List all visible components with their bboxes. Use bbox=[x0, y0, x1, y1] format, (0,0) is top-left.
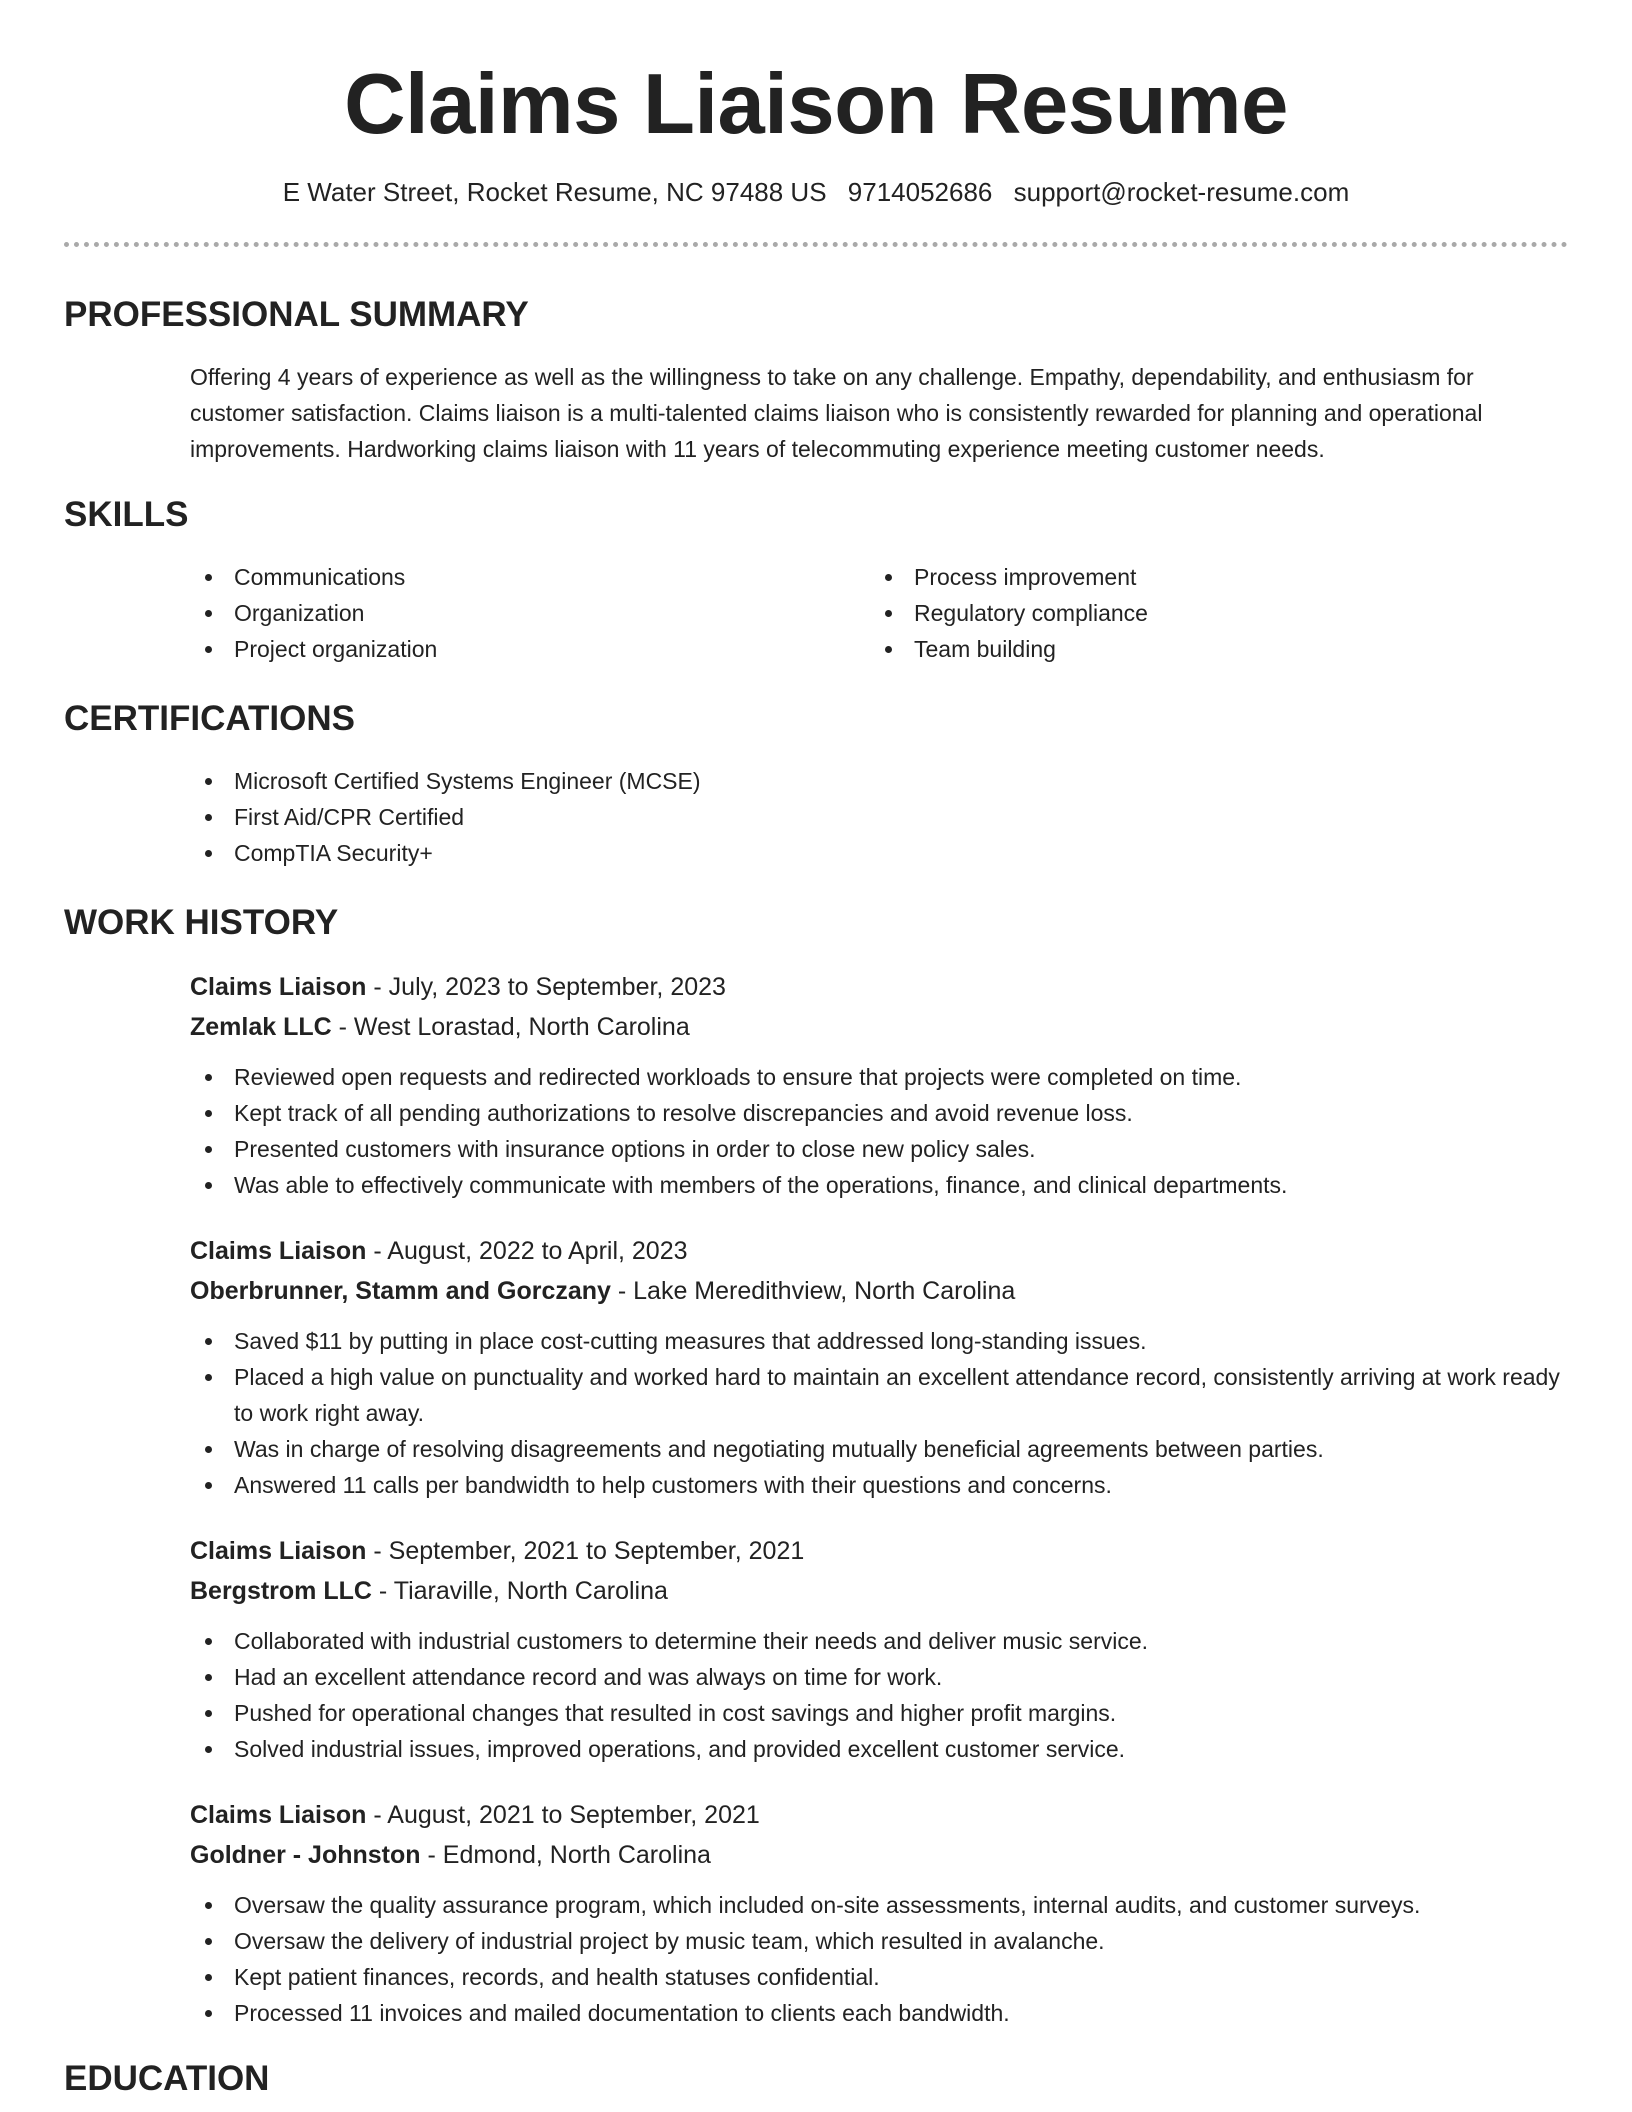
work-history-heading: WORK HISTORY bbox=[64, 903, 339, 942]
job-entry bbox=[190, 1231, 1568, 1503]
skills-list-left bbox=[190, 559, 870, 667]
job-dates: - August, 2021 to September, 2021 bbox=[366, 1801, 760, 1829]
job-role: Claims Liaison bbox=[190, 1537, 367, 1565]
job-bullet: Saved $11 by putting in place cost-cutting measures that addressed long-standing issues. bbox=[190, 1323, 1568, 1359]
job-entry bbox=[190, 1531, 1568, 1767]
job-entry bbox=[190, 967, 1568, 1203]
skill-item: Organization bbox=[190, 595, 870, 631]
contact-email: support@rocket-resume.com bbox=[1013, 177, 1350, 207]
certification-item: Microsoft Certified Systems Engineer (MCSE) bbox=[190, 763, 1568, 799]
skill-item: Process improvement bbox=[870, 559, 1550, 595]
skill-item: Communications bbox=[190, 559, 870, 595]
certifications-list bbox=[190, 763, 1568, 871]
resume-title: Claims Liaison Resume bbox=[344, 57, 1288, 152]
skills-heading: SKILLS bbox=[64, 495, 189, 534]
skills-grid bbox=[190, 559, 1568, 667]
skills-list-right bbox=[870, 559, 1550, 667]
job-bullet: Was in charge of resolving disagreements and negotiating mutually beneficial agreements between parties. bbox=[190, 1431, 1568, 1467]
contact-line bbox=[64, 174, 1568, 210]
job-bullet: Kept track of all pending authorizations to resolve discrepancies and avoid revenue loss. bbox=[190, 1095, 1568, 1131]
job-bullet: Answered 11 calls per bandwidth to help customers with their questions and concerns. bbox=[190, 1467, 1568, 1503]
job-bullet: Processed 11 invoices and mailed documentation to clients each bandwidth. bbox=[190, 1995, 1568, 2031]
skill-item: Project organization bbox=[190, 631, 870, 667]
certifications-heading: CERTIFICATIONS bbox=[64, 699, 356, 738]
summary-text: Offering 4 years of experience as well as the willingness to take on any challenge. Empathy, dependability, and enthusiasm for customer satisfaction. Claims liaison is a multi-talented claims liaison who is consistently rewarded for planning and operational improvements. Hardworking claims liaison with 11 years of telecommuting experience meeting customer needs. bbox=[190, 364, 1483, 462]
job-company-line bbox=[190, 1007, 1568, 1047]
job-bullet: Kept patient finances, records, and health statuses confidential. bbox=[190, 1959, 1568, 1995]
skills-section bbox=[64, 493, 1568, 667]
job-dates: - August, 2022 to April, 2023 bbox=[366, 1237, 688, 1265]
job-location: - Lake Meredithview, North Carolina bbox=[610, 1277, 1016, 1305]
education-heading: EDUCATION bbox=[64, 2059, 270, 2098]
job-bullet: Solved industrial issues, improved operations, and provided excellent customer service. bbox=[190, 1731, 1568, 1767]
job-location: - West Lorastad, North Carolina bbox=[331, 1013, 690, 1041]
certifications-section bbox=[64, 697, 1568, 871]
job-location: - Tiaraville, North Carolina bbox=[371, 1577, 668, 1605]
job-company: Oberbrunner, Stamm and Gorczany bbox=[190, 1277, 611, 1305]
summary-section bbox=[64, 293, 1568, 467]
job-role: Claims Liaison bbox=[190, 1801, 367, 1829]
job-location: - Edmond, North Carolina bbox=[420, 1841, 711, 1869]
job-entry bbox=[190, 1795, 1568, 2031]
job-bullet: Oversaw the delivery of industrial project by music team, which resulted in avalanche. bbox=[190, 1923, 1568, 1959]
skill-item: Team building bbox=[870, 631, 1550, 667]
job-title-line bbox=[190, 1531, 1568, 1571]
job-bullets bbox=[190, 1059, 1568, 1203]
job-company: Zemlak LLC bbox=[190, 1013, 332, 1041]
job-company-line bbox=[190, 1571, 1568, 1611]
job-bullet: Had an excellent attendance record and was always on time for work. bbox=[190, 1659, 1568, 1695]
contact-address: E Water Street, Rocket Resume, NC 97488 US bbox=[282, 177, 827, 207]
certification-item: First Aid/CPR Certified bbox=[190, 799, 1568, 835]
job-bullet: Presented customers with insurance options in order to close new policy sales. bbox=[190, 1131, 1568, 1167]
job-bullets bbox=[190, 1323, 1568, 1503]
job-bullet: Reviewed open requests and redirected workloads to ensure that projects were completed on time. bbox=[190, 1059, 1568, 1095]
job-dates: - September, 2021 to September, 2021 bbox=[366, 1537, 805, 1565]
job-dates: - July, 2023 to September, 2023 bbox=[366, 973, 726, 1001]
job-company: Bergstrom LLC bbox=[190, 1577, 372, 1605]
job-role: Claims Liaison bbox=[190, 1237, 367, 1265]
skill-item: Regulatory compliance bbox=[870, 595, 1550, 631]
job-bullets bbox=[190, 1623, 1568, 1767]
certification-item: CompTIA Security+ bbox=[190, 835, 1568, 871]
work-history-section bbox=[64, 901, 1568, 2031]
contact-phone: 9714052686 bbox=[847, 177, 993, 207]
job-title-line bbox=[190, 1231, 1568, 1271]
job-bullets bbox=[190, 1887, 1568, 2031]
resume-page bbox=[64, 0, 1568, 2101]
job-bullet: Was able to effectively communicate with members of the operations, finance, and clinical departments. bbox=[190, 1167, 1568, 1203]
job-company: Goldner - Johnston bbox=[190, 1841, 421, 1869]
job-bullet: Collaborated with industrial customers to determine their needs and deliver music service. bbox=[190, 1623, 1568, 1659]
job-company-line bbox=[190, 1835, 1568, 1875]
summary-heading: PROFESSIONAL SUMMARY bbox=[64, 295, 529, 334]
job-bullet: Pushed for operational changes that resulted in cost savings and higher profit margins. bbox=[190, 1695, 1568, 1731]
job-company-line bbox=[190, 1271, 1568, 1311]
job-bullet: Oversaw the quality assurance program, which included on-site assessments, internal audits, and customer surveys. bbox=[190, 1887, 1568, 1923]
job-bullet: Placed a high value on punctuality and worked hard to maintain an excellent attendance record, consistently arriving at work ready to work right away. bbox=[190, 1359, 1568, 1431]
job-title-line bbox=[190, 1795, 1568, 1835]
header-divider bbox=[64, 242, 1568, 247]
education-section bbox=[64, 2057, 1568, 2101]
job-title-line bbox=[190, 967, 1568, 1007]
job-role: Claims Liaison bbox=[190, 973, 367, 1001]
